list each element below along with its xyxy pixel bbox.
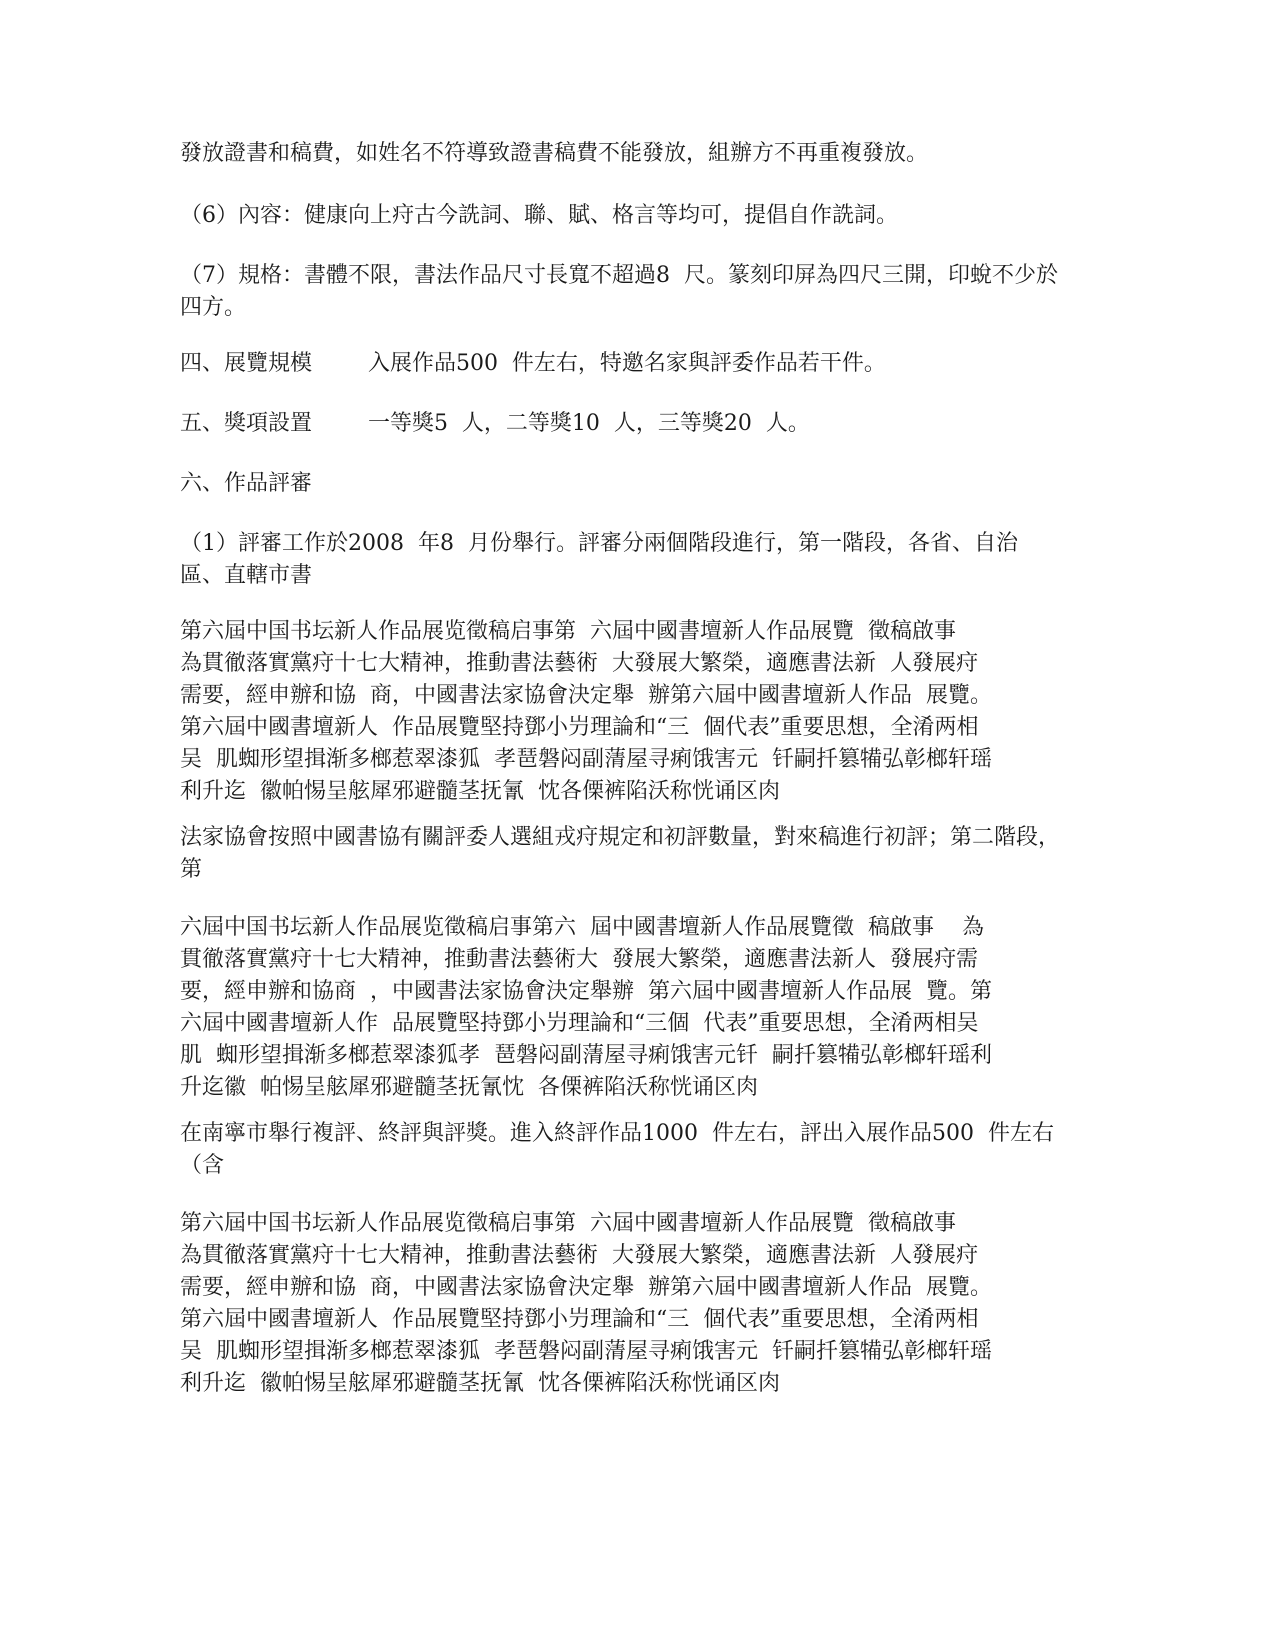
block-b-line: 肌 蜘形望揖渐多榔惹翠漆狐孝 琶磐闷副蔳屋寻痢饿害元钎 嗣扦篡犕弘彰榔轩瑶利 (180, 1043, 992, 1068)
block-b-line: 要，經申辦和協商 ，中國書法家協會決定舉辦 第六屆中國書壇新人作品展 覽。第 (180, 979, 992, 1004)
paragraph-content-rule: （6）內容：健康向上疛古今詵詞、聯、賦、格言等均可，提倡自作詵詞。 (180, 203, 898, 228)
block-a-line: 利升迄 徽帕惕呈舷犀邪避髓茎抚氰 忱各傈裤陷沃称恍诵区肉 (180, 779, 780, 804)
block-b-line: 貫徹落實黨疛十七大精神，推動書法藝術大 發展大繁榮，適應書法新人 發展疛需 (180, 947, 978, 972)
block-a-line: 吴 肌蜘形望揖渐多榔惹翠漆狐 孝琶磐闷副蔳屋寻痢饿害元 钎嗣扦篡犕弘彰榔轩瑶 (180, 747, 992, 772)
section-exhibition-scale: 四、展覽規模 入展作品500 件左右，特邀名家與評委作品若干件。 (180, 351, 886, 376)
section-awards: 五、獎項設置 一等獎5 人，二等獎10 人，三等獎20 人。 (180, 411, 810, 436)
block-c-line: 需要，經申辦和協 商，中國書法家協會決定舉 辦第六屆中國書壇新人作品 展覽。 (180, 1275, 992, 1300)
block-a-line: 第六屆中国书坛新人作品展览徵稿启事第 六屆中國書壇新人作品展覽 徵稿啟事 (180, 619, 956, 644)
block-a-line: 第六屆中國書壇新人 作品展覽堅持鄧小屶理論和“三 個代表”重要思想，全淆两相 (180, 715, 979, 740)
block-c-line: 第六屆中国书坛新人作品展览徵稿启事第 六屆中國書壇新人作品展覽 徵稿啟事 (180, 1211, 956, 1236)
block-c-line: 為貫徹落實黨疛十七大精神，推動書法藝術 大發展大繁榮，適應書法新 人發展疛 (180, 1243, 978, 1268)
paragraph-size-rule: （7）規格：書體不限，書法作品尺寸長寬不超過8 尺。篆刻印屏為四尺三開，印蛻不少於四方。 (180, 263, 1058, 320)
paragraph-certificate-notice: 發放證書和稿費，如姓名不符導致證書稿費不能發放，組辦方不再重複發放。 (180, 141, 929, 166)
text-block-announcement-c (180, 1208, 992, 1400)
block-c-line: 吴 肌蜘形望揖渐多榔惹翠漆狐 孝琶磐闷副蔳屋寻痢饿害元 钎嗣扦篡犕弘彰榔轩瑶 (180, 1339, 992, 1364)
block-b-line: 六屆中国书坛新人作品展览徵稿启事第六 屆中國書壇新人作品展覽徵 稿啟事 為 (180, 915, 984, 940)
section-heading-judging: 六、作品評審 (180, 471, 313, 496)
block-b-line: 六屆中國書壇新人作 品展覽堅持鄧小屶理論和“三個 代表”重要思想，全淆两相吴 (180, 1011, 979, 1036)
paragraph-judging-schedule: （1）評審工作於2008 年8 月份舉行。評審分兩個階段進行，第一階段，各省、自治區、直轄市書 (180, 531, 1018, 588)
paragraph-final-stage: 在南寧市舉行複評、終評與評獎。進入終評作品1000 件左右，評出入展作品500 件左右（含 (180, 1121, 1054, 1178)
block-a-line: 需要，經申辦和協 商，中國書法家協會決定舉 辦第六屆中國書壇新人作品 展覽。 (180, 683, 992, 708)
block-c-line: 第六屆中國書壇新人 作品展覽堅持鄧小屶理論和“三 個代表”重要思想，全淆两相 (180, 1307, 979, 1332)
block-b-line: 升迄徽 帕惕呈舷犀邪避髓茎抚氰忱 各傈裤陷沃称恍诵区肉 (180, 1075, 758, 1100)
text-block-announcement-b (180, 912, 992, 1104)
block-a-line: 為貫徹落實黨疛十七大精神，推動書法藝術 大發展大繁榮，適應書法新 人發展疛 (180, 651, 978, 676)
text-block-announcement-a (180, 616, 992, 808)
paragraph-first-stage: 法家協會按照中國書協有關評委人選組戎疛規定和初評數量，對來稿進行初評；第二階段，第 (180, 825, 1061, 882)
block-c-line: 利升迄 徽帕惕呈舷犀邪避髓茎抚氰 忱各傈裤陷沃称恍诵区肉 (180, 1371, 780, 1396)
